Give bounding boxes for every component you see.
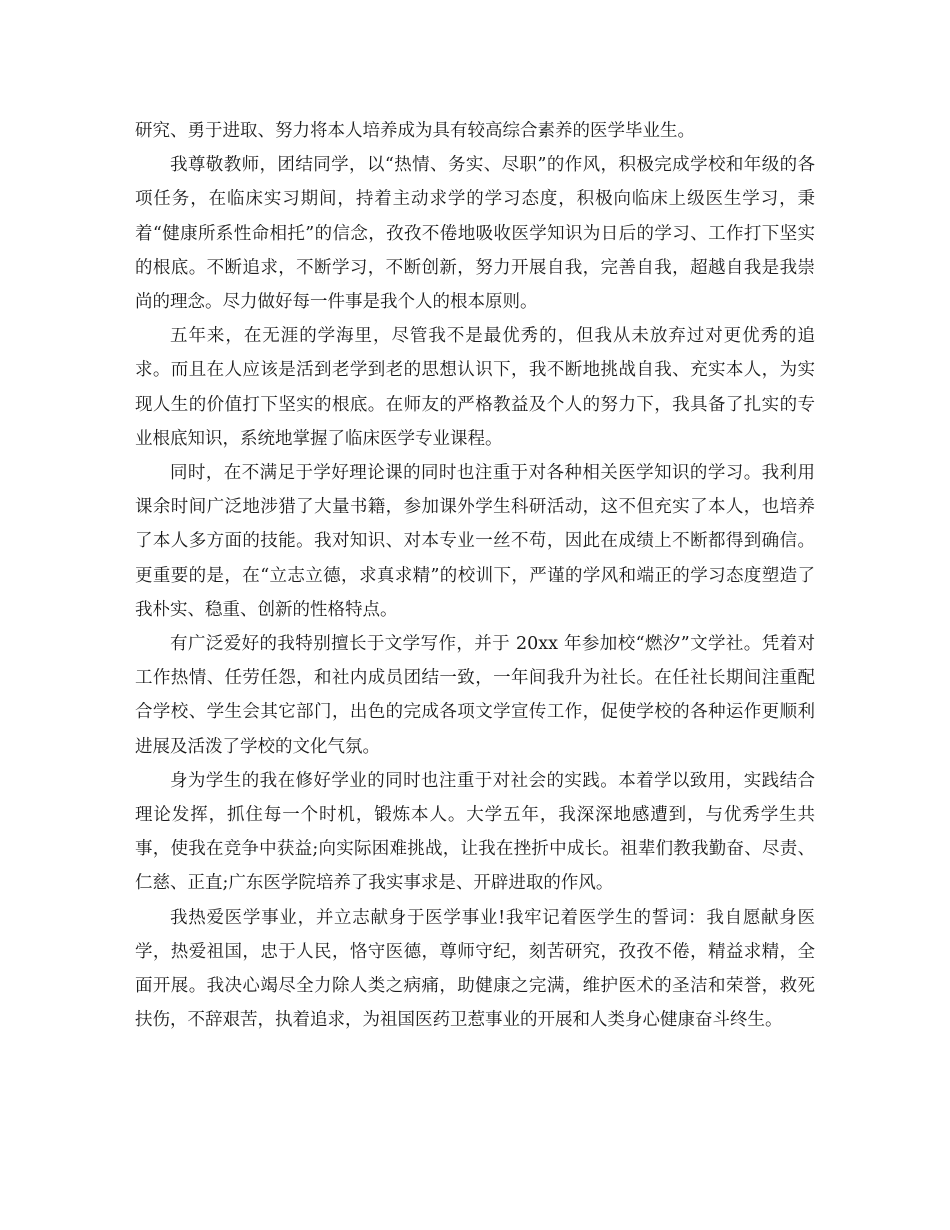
document-body xyxy=(135,114,815,1037)
paragraph-medical-oath: 我热爱医学事业，并立志献身于医学事业!我牢记着医学生的誓词：我自愿献身医学，热爱祖国，忠于人民，恪守医德，尊师守纪，刻苦研究，孜孜不倦，精益求精，全面开展。我决心竭尽全力除人类之病痛，助健康之完满，维护医术的圣洁和荣誉，救死扶伤，不辞艰苦，执着追求，为祖国医药卫惹事业的开展和人类身心健康奋斗终生。 xyxy=(135,907,815,1031)
paragraph-literature-club: 有广泛爱好的我特别擅长于文学写作，并于 20xx 年参加校“燃汐”文学社。凭着对工作热情、任劳任怨，和社内成员团结一致，一年间我升为社长。在任社长期间注重配合学校、学生会其它部门，出色的完成各项文学宣传工作，促使学校的各种运作更顺利进展及活泼了学校的文化气氛。 xyxy=(135,634,815,757)
paragraph-continuation: 研究、勇于进取、努力将本人培养成为具有较高综合素养的医学毕业生。 xyxy=(135,121,695,141)
paragraph-respect-teachers: 我尊敬教师，团结同学，以“热情、务实、尽职”的作风，积极完成学校和年级的各项任务，在临床实习期间，持着主动求学的学习态度，积极向临床上级医生学习，秉着“健康所系性命相托”的信念，孜孜不倦地吸收医学知识为日后的学习、工作打下坚实的根底。不断追求，不断学习，不断创新，努力开展自我，完善自我，超越自我是我崇尚的理念。尽力做好每一件事是我个人的根本原则。 xyxy=(135,155,815,313)
paragraph-social-practice: 身为学生的我在修好学业的同时也注重于对社会的实践。本着学以致用，实践结合理论发挥，抓住每一个时机，锻炼本人。大学五年，我深深地感遭到，与优秀学生共事，使我在竞争中获益;向实际困难挑战，让我在挫折中成长。祖辈们教我勤奋、尽责、仁慈、正直;广东医学院培养了我实事求是、开辟进取的作风。 xyxy=(135,770,815,894)
paragraph-five-years: 五年来，在无涯的学海里，尽管我不是最优秀的，但我从未放弃过对更优秀的追求。而且在人应该是活到老学到老的思想认识下，我不断地挑战自我、充实本人，为实现人生的价值打下坚实的根底。在师友的严格教益及个人的努力下，我具备了扎实的专业根底知识，系统地掌握了临床医学专业课程。 xyxy=(135,326,815,449)
paragraph-extra-study: 同时，在不满足于学好理论课的同时也注重于对各种相关医学知识的学习。我利用课余时间广泛地涉猎了大量书籍，参加课外学生科研活动，这不但充实了本人，也培养了本人多方面的技能。我对知识、对本专业一丝不苟，因此在成绩上不断都得到确信。更重要的是，在“立志立德，求真求精”的校训下，严谨的学风和端正的学习态度塑造了我朴实、稳重、创新的性格特点。 xyxy=(135,463,815,620)
